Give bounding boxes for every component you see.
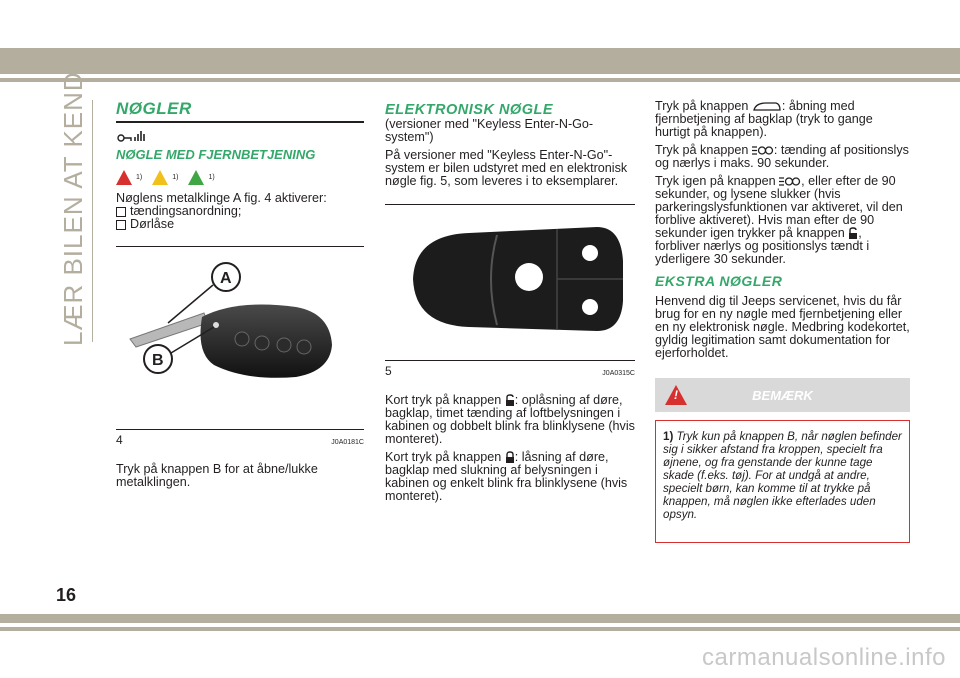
paragraph: Tryk igen på knappen , eller efter de 90 sekunder, og lysene slukker (hvis parkeringslysfunktionen var aktiveret, vil den forblive aktiveret). Hvis man efter de 90 sekunder igen trykker på knappen , forbliver nærlys og positionslys tændt i yderligere 30 sekunder.: [655, 174, 903, 267]
figure-number: 4: [116, 433, 123, 447]
figure-bottom-rule: [116, 429, 364, 430]
column-1: [116, 100, 364, 489]
section-title-electronic-key: ELEKTRONISK NØGLE: [385, 102, 554, 118]
sidebar-divider: [92, 100, 93, 342]
remote-key-illustration: [116, 247, 364, 429]
note-header: [655, 378, 910, 412]
warning-red-icon: [116, 170, 132, 185]
key-wifi-icon: [116, 129, 364, 143]
chapter-sidebar-label: LÆR BILEN AT KENDE: [58, 52, 88, 346]
callout-a: A: [220, 270, 232, 287]
bullet-item: tændingsanordning;: [116, 205, 364, 218]
note-title: BEMÆRK: [752, 387, 813, 403]
figure-code: J0A0181C: [331, 439, 364, 446]
callout-b: B: [152, 352, 164, 369]
figure-code: J0A0315C: [602, 370, 635, 377]
paragraph: På versioner med "Keyless Enter-N-Go"-system er bilen udstyret med en elektronisk nøgle fig. 5, som leveres i to eksemplarer.: [385, 148, 628, 188]
headlight-icon: [752, 145, 774, 156]
watermark: carmanualsonline.info: [702, 644, 946, 671]
warning-yellow-icon: [152, 170, 168, 185]
footer-rule: [0, 627, 960, 631]
paragraph: Kort tryk på knappen : oplåsning af døre, bagklap, timet tænding af loftbelysningen i kabinen og dobbelt blink fra blinklysene (hvis monteret).: [385, 393, 635, 447]
header-rule: [0, 78, 960, 82]
paragraph: Tryk på knappen : tænding af positionslys og nærlys i maks. 90 sekunder.: [655, 143, 909, 170]
figure-caption: [385, 365, 635, 380]
warning-ref: 1): [208, 173, 215, 181]
column-3: [655, 100, 910, 543]
warning-ref: 1): [172, 173, 179, 181]
warning-green-icon: [188, 170, 204, 185]
warning-ref: 1): [136, 173, 143, 181]
bullet-item: Dørlåse: [116, 218, 364, 231]
headlight-icon: [779, 176, 801, 187]
figure-number: 5: [385, 364, 392, 378]
footer-band: [0, 614, 960, 623]
figure-electronic-key: [385, 205, 635, 360]
page-number: 16: [56, 585, 77, 605]
paragraph: (versioner med "Keyless Enter-N-Go-system"): [385, 117, 594, 144]
tailgate-icon: [752, 101, 782, 112]
paragraph: Kort tryk på knappen : låsning af døre, bagklap med slukning af belysningen i kabinen og enkelt blink fra blinklysene (hvis monteret).: [385, 450, 628, 504]
paragraph: Tryk på knappen B for at åbne/lukke metalklingen.: [116, 462, 318, 489]
paragraph: Henvend dig til Jeeps servicenet, hvis du får brug for en ny nøgle med fjernbetjening eller en ny elektronisk nøgle. Medbring kodekortet, gyldig legitimation samt dokumentation for ejerforholdet.: [655, 294, 910, 361]
checkbox-bullet-icon: [116, 207, 126, 217]
section-rule: [116, 121, 364, 123]
note-box: [655, 420, 910, 543]
intro-text: Nøglens metalklinge A fig. 4 aktiverer:: [116, 191, 327, 205]
figure-remote-key: [116, 247, 364, 429]
paragraph: Tryk på knappen : åbning med fjernbetjening af bagklap (tryk to gange hurtigt på knappen).: [655, 99, 873, 139]
section-title-extra-keys: EKSTRA NØGLER: [655, 273, 783, 290]
column-2: [385, 100, 635, 503]
figure-bottom-rule: [385, 360, 635, 361]
note-ref: 1): [663, 430, 674, 444]
warning-symbols-row: [116, 168, 364, 186]
figure-caption: [116, 434, 364, 449]
checkbox-bullet-icon: [116, 220, 126, 230]
note-text: Tryk kun på knappen B, når nøglen befinder sig i sikker afstand fra kroppen, specielt fra øjnene, og fra genstande der kunne tage skade (f.eks. tøj). For at undgå at andre, specielt børn, kan komme til at trykke på knappen, må nøglen ikke efterlades uden opsyn.: [663, 430, 902, 522]
section-title-keys: NØGLER: [116, 99, 192, 118]
subsection-title-remote-key: NØGLE MED FJERNBETJENING: [116, 147, 316, 162]
electronic-key-illustration: [385, 205, 635, 360]
header-band: [0, 48, 960, 74]
warning-icon: !: [665, 385, 687, 405]
